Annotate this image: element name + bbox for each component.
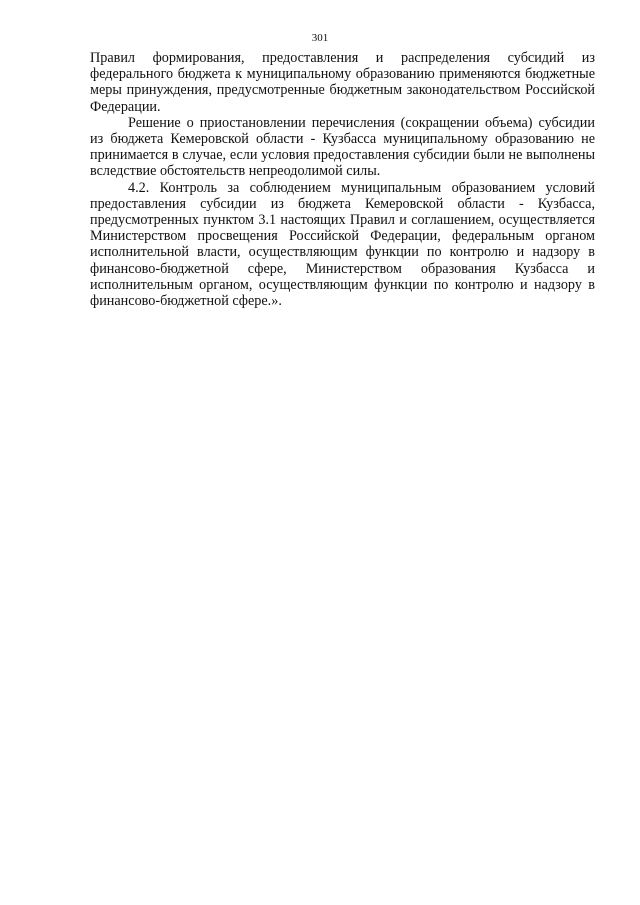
document-body — [90, 50, 595, 309]
paragraph-continuation: Правил формирования, предоставления и распределения субсидий из федерального бюджета к муниципальному образованию применяются бюджетные меры принуждения, предусмотренные бюджетным законодательством Российской Федерации. — [90, 50, 595, 115]
paragraph-control-4-2: 4.2. Контроль за соблюдением муниципальным образованием условий предоставления субсидии из бюджета Кемеровской области - Кузбасса, предусмотренных пунктом 3.1 настоящих Правил и соглашением, осуществляется Министерством просвещения Российской Федерации, федеральным органом исполнительной власти, осуществляющим функции по контролю и надзору в финансово-бюджетной сфере, Министерством образования Кузбасса и исполнительным органом, осуществляющим функции по контролю и надзору в финансово-бюджетной сфере.». — [90, 179, 595, 310]
page-number: 301 — [311, 32, 329, 44]
paragraph-suspension-decision: Решение о приостановлении перечисления (сокращении объема) субсидии из бюджета Кемеровской области - Кузбасса муниципальному образованию не принимается в случае, если условия предоставления субсидии были не выполнены вследствие обстоятельств непреодолимой силы. — [90, 114, 595, 180]
